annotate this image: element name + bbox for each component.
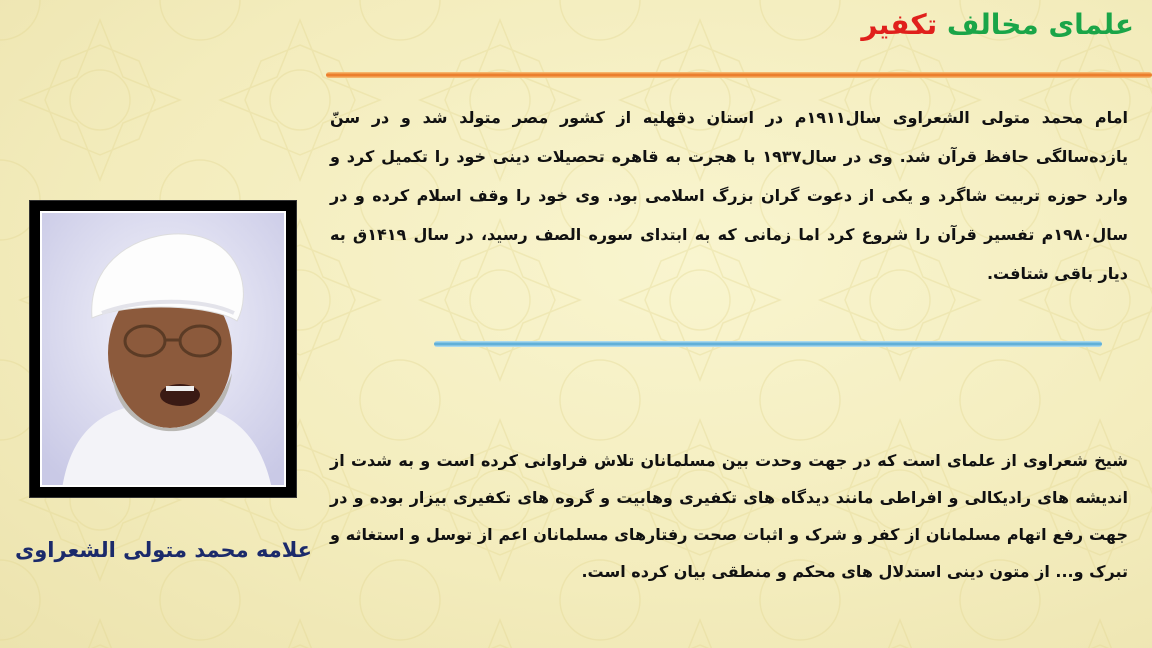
portrait-illustration (42, 213, 286, 487)
title-part-red: تکفیر (861, 8, 938, 41)
portrait-photo (40, 211, 286, 487)
portrait-frame (30, 201, 296, 497)
portrait-caption: علامه محمد متولی الشعراوی (14, 538, 312, 562)
biography-paragraph: امام محمد متولی الشعراوی سال۱۹۱۱م در استان دقهلیه از کشور مصر متولد شد و در سنّ یازده‌سالگی حافظ قرآن شد. وی در سال۱۹۳۷ با هجرت به قاهره تحصیلات دینی خود را تکمیل کرد و وارد حوزه تربیت شاگرد و یکی از دعوت گران بزرگ اسلامی بود. وی خود را وقف اسلام کرده و در سال۱۹۸۰م تفسیر قرآن را شروع کرد اما زمانی که به ابتدای سوره الصف رسید، در سال ۱۴۱۹ق به دیار باقی شتافت. (330, 108, 1129, 283)
slide-title (861, 8, 1134, 41)
title-part-green: علمای مخالف (946, 8, 1134, 41)
unity-paragraph: شیخ شعراوی از علمای است که در جهت وحدت بین مسلمانان تلاش فراوانی کرده است و به شدت از اندیشه های رادیکالی و افراطی مانند دیدگاه های تکفیری وهابیت و گروه های تکفیری بیزار بوده و در جهت رفع اتهام مسلمانان از کفر و شرک و اثبات صحت رفتارهای مسلمانان اعم از توسل و استغاثه و تبرک و... از متون دینی استدلال های محکم و منطقی بیان کرده است. (330, 451, 1128, 581)
blue-divider (434, 341, 1102, 347)
orange-divider (326, 72, 1152, 78)
